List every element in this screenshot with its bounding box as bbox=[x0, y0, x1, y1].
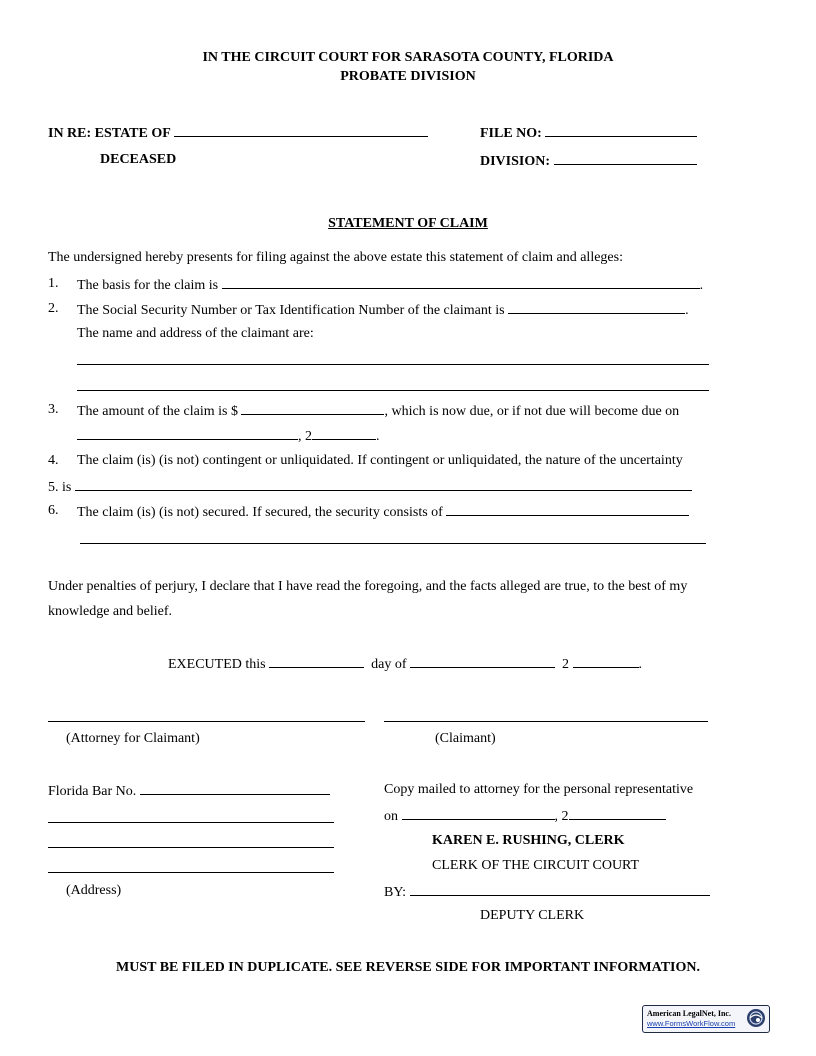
due-year-field[interactable] bbox=[312, 427, 376, 440]
item-6-text: The claim (is) (is not) secured. If secured, the security consists of bbox=[77, 505, 443, 520]
court-heading: IN THE CIRCUIT COURT FOR SARASOTA COUNTY, FLORIDA bbox=[202, 50, 614, 65]
bar-no-field[interactable] bbox=[140, 782, 330, 795]
address-line-a[interactable] bbox=[48, 822, 334, 823]
bar-no-label: Florida Bar No. bbox=[48, 784, 137, 799]
executed-month-field[interactable] bbox=[410, 655, 555, 668]
item-2: The Social Security Number or Tax Identification Number of the claimant is . bbox=[77, 303, 689, 318]
address-line-b[interactable] bbox=[48, 847, 334, 848]
in-re-label: IN RE: ESTATE OF bbox=[48, 126, 171, 141]
item-3-number: 3. bbox=[48, 402, 59, 417]
item-3-date: , 2 . bbox=[77, 427, 380, 445]
executed-year-prefix: 2 bbox=[562, 657, 569, 672]
item-3-text-b: , which is now due, or if not due will become due on bbox=[384, 404, 680, 419]
file-no-text: FILE NO: bbox=[480, 126, 542, 141]
deceased-label: DECEASED bbox=[100, 152, 177, 167]
claimant-signature-label: (Claimant) bbox=[435, 731, 496, 746]
file-no-field[interactable] bbox=[545, 124, 697, 137]
executed-label: EXECUTED this bbox=[168, 657, 266, 672]
division-label bbox=[480, 152, 697, 170]
item-5 bbox=[48, 478, 692, 496]
address-line-1[interactable] bbox=[77, 364, 709, 365]
deputy-clerk-label: DEPUTY CLERK bbox=[480, 908, 585, 923]
logo-company: American LegalNet, Inc. bbox=[647, 1009, 731, 1018]
mailed-year-field[interactable] bbox=[569, 807, 666, 820]
copy-mailed-date bbox=[384, 807, 666, 825]
clerk-name: KAREN E. RUSHING, CLERK bbox=[432, 833, 625, 848]
on-label: on bbox=[384, 809, 398, 824]
american-legalnet-logo[interactable] bbox=[642, 1005, 770, 1033]
amount-field[interactable] bbox=[241, 402, 384, 415]
security-field[interactable] bbox=[446, 503, 689, 516]
copy-mailed-text: Copy mailed to attorney for the personal representative bbox=[384, 782, 694, 797]
address-line-2[interactable] bbox=[77, 390, 709, 391]
division-text: DIVISION: bbox=[480, 154, 551, 169]
security-line-2[interactable] bbox=[80, 543, 706, 544]
by-label: BY: bbox=[384, 885, 407, 900]
item-1-number: 1. bbox=[48, 276, 59, 291]
item-3 bbox=[77, 402, 679, 420]
item-1: The basis for the claim is . bbox=[77, 278, 704, 293]
item-4-number: 4. bbox=[48, 453, 59, 468]
clerk-title: CLERK OF THE CIRCUIT COURT bbox=[432, 858, 640, 873]
file-no-label bbox=[480, 124, 697, 142]
mailed-date-field[interactable] bbox=[402, 807, 555, 820]
item-5-text: 5. is bbox=[48, 480, 72, 495]
item-6-number: 6. bbox=[48, 503, 59, 518]
address-label: (Address) bbox=[66, 883, 122, 898]
mailed-year-prefix: , 2 bbox=[554, 809, 569, 824]
executed-year-field[interactable] bbox=[573, 655, 639, 668]
item-6 bbox=[77, 503, 689, 521]
estate-of-label bbox=[48, 124, 428, 142]
item-3-text-a: The amount of the claim is $ bbox=[77, 404, 238, 419]
due-date-field[interactable] bbox=[77, 427, 298, 440]
item-2-address-text: The name and address of the claimant are: bbox=[77, 326, 314, 341]
claimant-signature-line[interactable] bbox=[384, 721, 708, 722]
item-4-text: The claim (is) (is not) contingent or unliquidated. If contingent or unliquidated, the nature of the uncertainty bbox=[77, 453, 683, 468]
perjury-line-1: Under penalties of perjury, I declare that I have read the foregoing, and the facts alleged are true, to the best of my bbox=[48, 579, 688, 594]
attorney-signature-line[interactable] bbox=[48, 721, 365, 722]
address-line-c[interactable] bbox=[48, 872, 334, 873]
ssn-field[interactable] bbox=[508, 301, 685, 314]
estate-name-field[interactable] bbox=[174, 124, 428, 137]
bar-no-row bbox=[48, 782, 330, 800]
intro-text: The undersigned hereby presents for filing against the above estate this statement of claim and alleges: bbox=[48, 250, 623, 265]
executed-day-field[interactable] bbox=[269, 655, 364, 668]
uncertainty-field[interactable] bbox=[75, 478, 692, 491]
perjury-line-2: knowledge and belief. bbox=[48, 604, 173, 619]
division-heading: PROBATE DIVISION bbox=[340, 69, 476, 84]
globe-icon bbox=[746, 1008, 766, 1028]
day-of-label: day of bbox=[371, 657, 407, 672]
item-3-year-prefix: , 2 bbox=[298, 429, 312, 444]
executed-line: EXECUTED this day of 2 . bbox=[168, 657, 642, 672]
basis-field[interactable] bbox=[222, 276, 700, 289]
attorney-signature-label: (Attorney for Claimant) bbox=[66, 731, 200, 746]
filing-notice: MUST BE FILED IN DUPLICATE. SEE REVERSE SIDE FOR IMPORTANT INFORMATION. bbox=[116, 960, 700, 975]
by-row bbox=[384, 883, 710, 901]
item-2-number: 2. bbox=[48, 301, 59, 316]
document-title: STATEMENT OF CLAIM bbox=[328, 216, 488, 231]
deputy-signature-field[interactable] bbox=[410, 883, 710, 896]
item-2-text: The Social Security Number or Tax Identification Number of the claimant is bbox=[77, 303, 505, 318]
logo-site-link[interactable]: www.FormsWorkFlow.com bbox=[647, 1019, 736, 1028]
division-field[interactable] bbox=[554, 152, 697, 165]
item-1-text: The basis for the claim is bbox=[77, 278, 219, 293]
